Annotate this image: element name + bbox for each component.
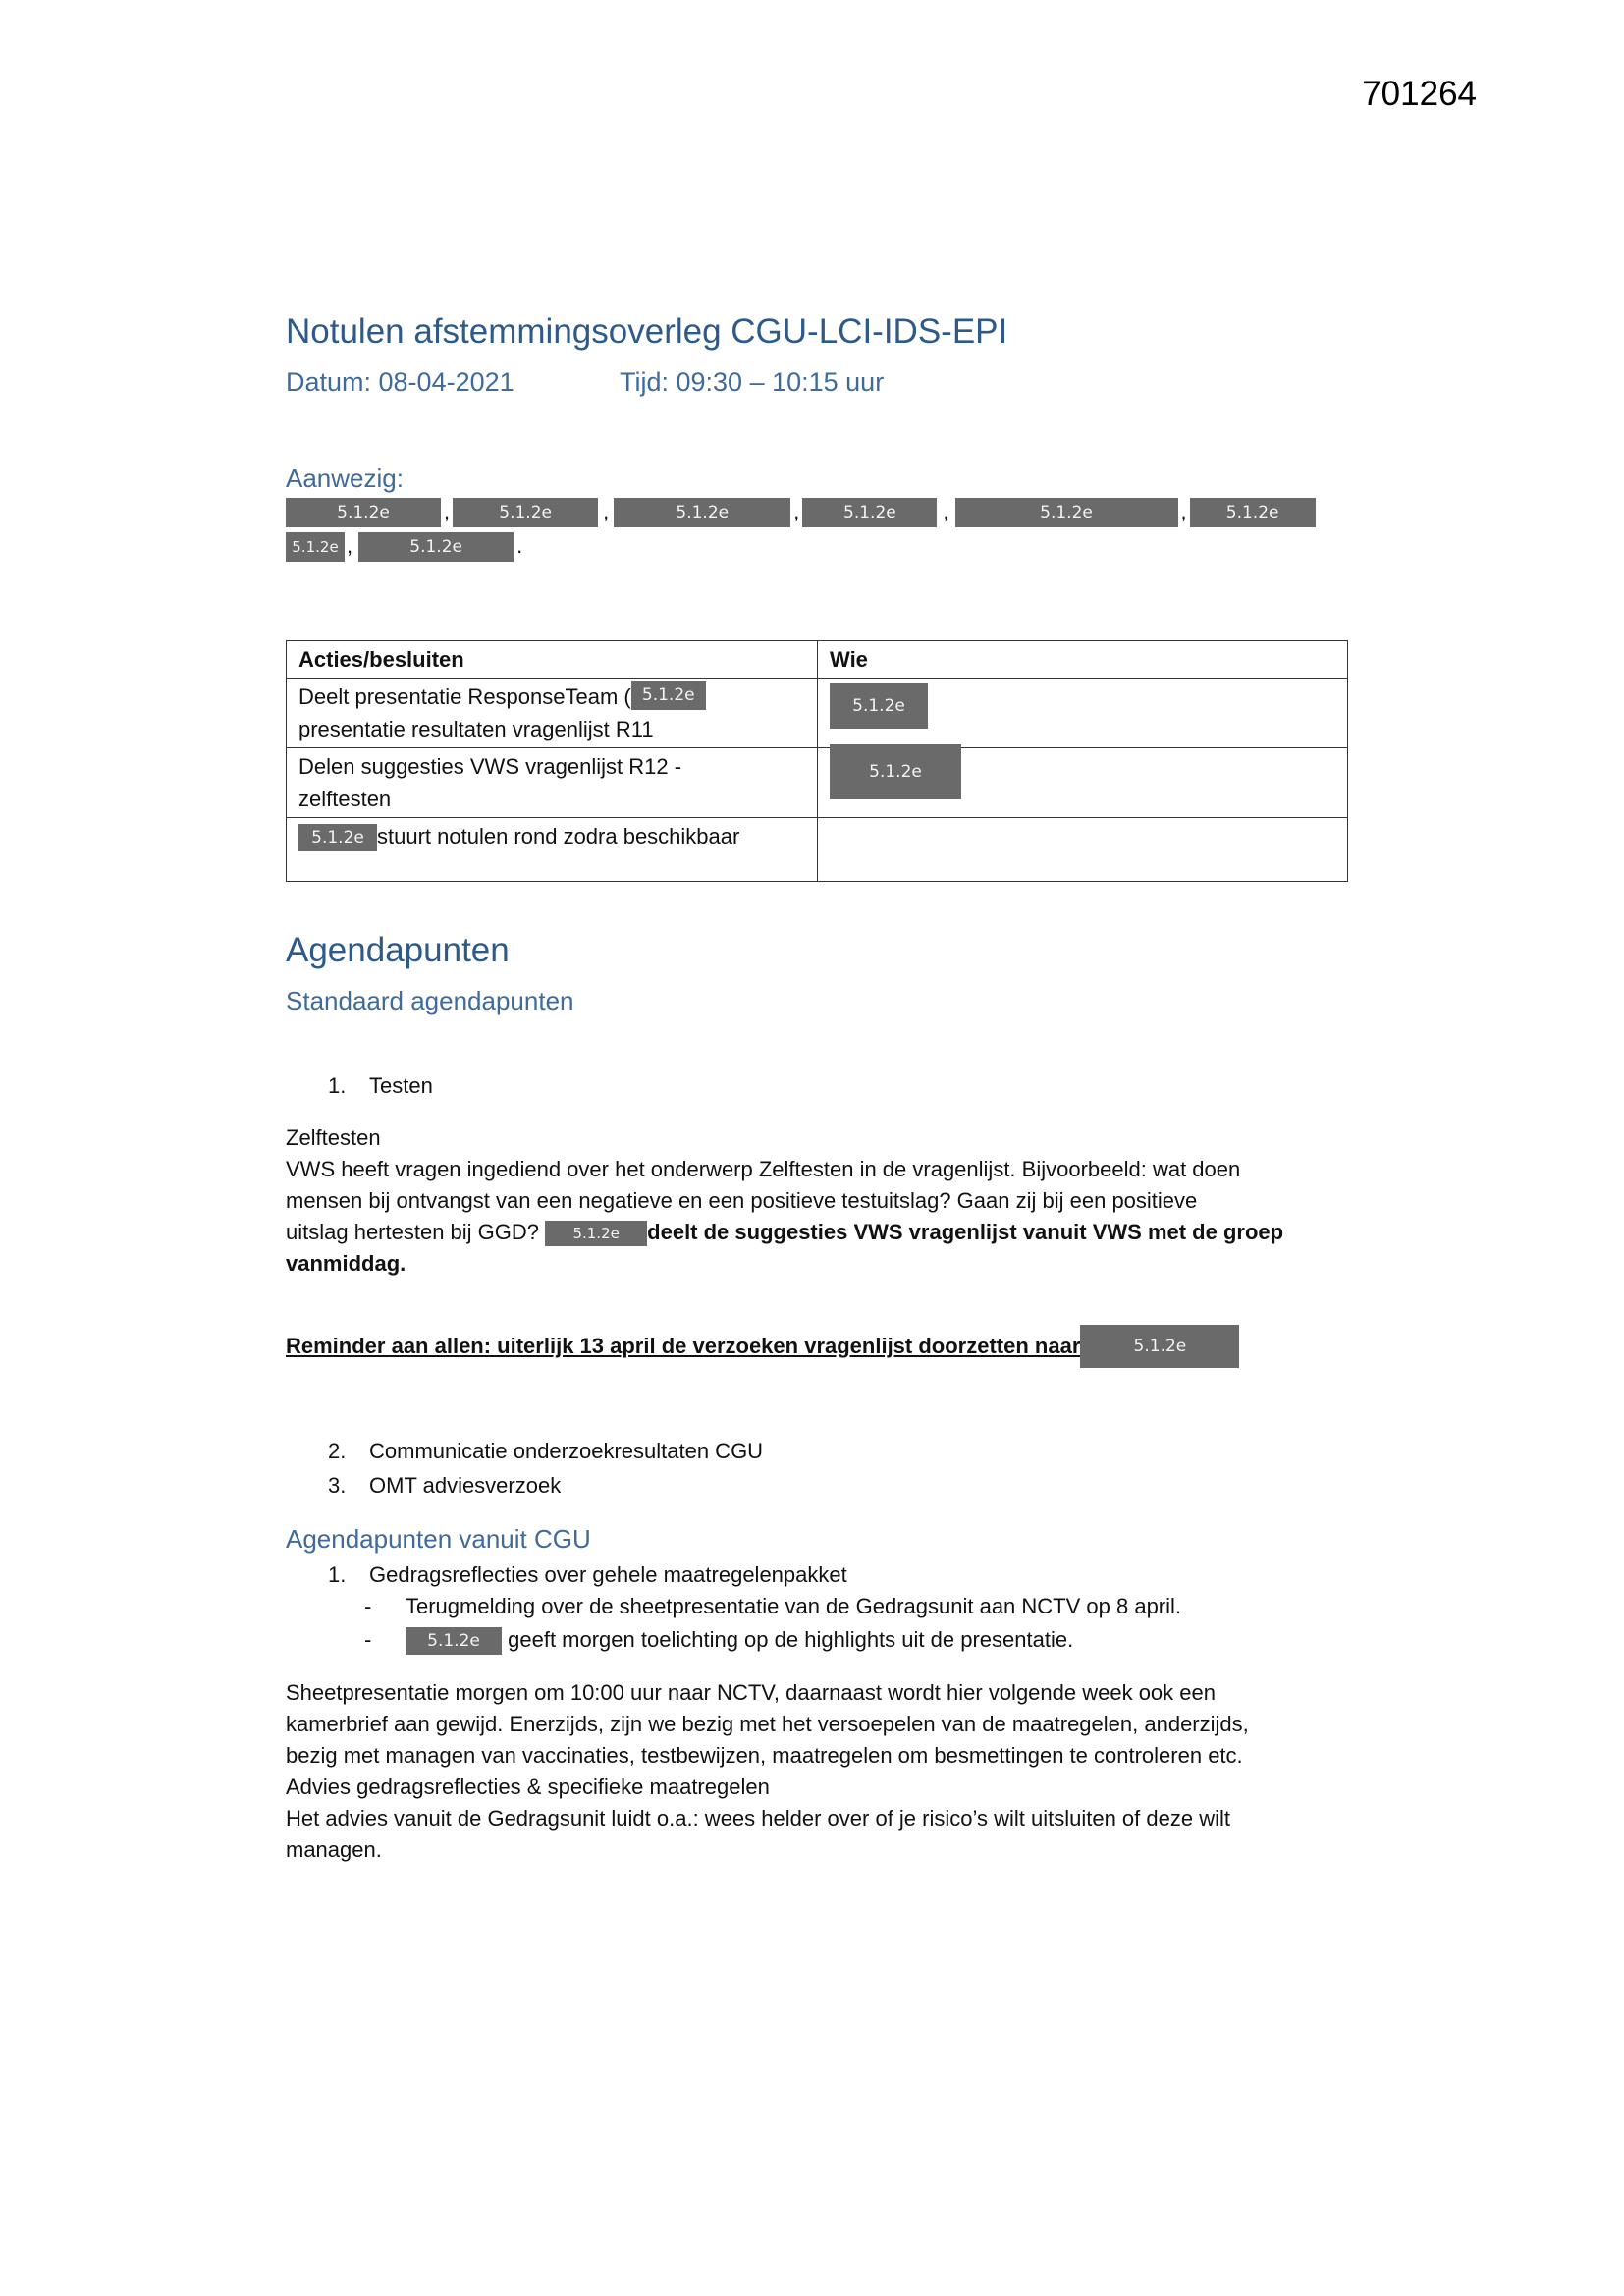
table-cell (287, 679, 818, 748)
table-row (287, 818, 1348, 882)
separator: . (516, 532, 523, 558)
list-number: 3. (328, 1473, 347, 1498)
table-row (287, 679, 1348, 748)
redaction-box: 5.1.2e (830, 683, 928, 729)
meeting-date: Datum: 08-04-2021 (286, 367, 514, 397)
line-text: uitslag hertesten bij GGD? (286, 1220, 540, 1244)
list-number: 1. (328, 1073, 347, 1098)
list-item (328, 1559, 1181, 1591)
cgu-agenda-list (328, 1559, 1181, 1656)
separator: , (793, 498, 800, 523)
table-row (287, 748, 1348, 818)
dash: - (364, 1594, 372, 1618)
paragraph-line: VWS heeft vragen ingediend over het onderwerp Zelftesten in de vragenlijst. Bijvoorbeeld: wat doen (286, 1157, 1241, 1181)
separator: , (603, 498, 610, 523)
sub-item-text: Terugmelding over de sheetpresentatie van de Gedragsunit aan NCTV op 8 april. (406, 1594, 1182, 1618)
table-header-row (287, 641, 1348, 679)
standard-agenda-list (328, 1436, 763, 1502)
zelftesten-section (286, 1122, 1283, 1280)
reminder-line (286, 1326, 1239, 1369)
list-item-text: Gedragsreflecties over gehele maatregelenpakket (369, 1562, 847, 1587)
separator: , (1180, 498, 1187, 523)
redaction-box: 5.1.2e (631, 681, 706, 710)
sub-list-item (328, 1624, 1181, 1656)
meeting-datetime (286, 367, 885, 398)
attendees-row-2 (286, 532, 522, 562)
paragraph-line: mensen bij ontvangst van een negatieve en een positieve testuitslag? Gaan zij bij een positieve (286, 1188, 1198, 1213)
sub-item-text: geeft morgen toelichting op de highlights uit de presentatie. (508, 1627, 1074, 1652)
cgu-agenda-heading: Agendapunten vanuit CGU (286, 1524, 591, 1554)
table-cell (818, 818, 1348, 882)
list-number: 2. (328, 1439, 347, 1463)
sub-list-item (328, 1591, 1181, 1622)
redaction-box: 5.1.2e (1080, 1325, 1239, 1368)
redaction-box: 5.1.2e (358, 532, 514, 562)
redaction-box: 5.1.2e (453, 498, 598, 527)
agenda-heading: Agendapunten (286, 931, 510, 969)
list-item (328, 1436, 763, 1470)
column-header: Acties/besluiten (287, 641, 818, 679)
list-item (328, 1470, 763, 1502)
redaction-box: 5.1.2e (545, 1221, 647, 1246)
redaction-box: 5.1.2e (802, 498, 937, 527)
redaction-box: 5.1.2e (955, 498, 1178, 527)
meeting-time: Tijd: 09:30 – 10:15 uur (620, 367, 885, 397)
zelftesten-heading: Zelftesten (286, 1125, 381, 1150)
line-text: deelt de suggesties VWS vragenlijst vanuit VWS met de groep (647, 1220, 1284, 1244)
cell-text: Deelt presentatie ResponseTeam ( (298, 684, 631, 709)
column-header: Wie (818, 641, 1348, 679)
list-item-text: Testen (369, 1073, 433, 1098)
cell-text: presentatie resultaten vragenlijst R11 (298, 717, 654, 742)
summary-paragraph (286, 1677, 1249, 1866)
paragraph-line (286, 1217, 1283, 1248)
reminder-text: Reminder aan allen: uiterlijk 13 april de verzoeken vragenlijst doorzetten naar (286, 1333, 1081, 1358)
redaction-box: 5.1.2e (298, 824, 377, 851)
page-title: Notulen afstemmingsoverleg CGU-LCI-IDS-EPI (286, 312, 1008, 351)
list-item-text: OMT adviesverzoek (369, 1473, 562, 1498)
list-item-text: Communicatie onderzoekresultaten CGU (369, 1439, 764, 1463)
separator: , (943, 498, 949, 523)
redaction-box: 5.1.2e (1190, 498, 1316, 527)
document-id: 701264 (1362, 75, 1477, 113)
separator: , (347, 532, 353, 558)
actions-table (286, 640, 1348, 882)
table-cell (287, 818, 818, 882)
table-cell (287, 748, 818, 818)
table-cell (818, 679, 1348, 748)
list-item (328, 1070, 433, 1102)
standard-agenda-heading: Standaard agendapunten (286, 986, 574, 1015)
attendees-row-1 (286, 498, 1316, 527)
paragraph-line: Het advies vanuit de Gedragsunit luidt o.a.: wees helder over of je risico’s wilt uitsluiten of deze wilt (286, 1806, 1230, 1831)
dash: - (364, 1627, 372, 1652)
redaction-box: 5.1.2e (830, 744, 961, 799)
present-label: Aanwezig: (286, 464, 404, 493)
separator: , (444, 498, 451, 523)
cell-text: stuurt notulen rond zodra beschikbaar (377, 824, 740, 849)
cell-text: zelftesten (298, 787, 392, 812)
paragraph-line: Sheetpresentatie morgen om 10:00 uur naar NCTV, daarnaast wordt hier volgende week ook een (286, 1680, 1216, 1705)
redaction-box: 5.1.2e (286, 498, 441, 527)
list-number: 1. (328, 1562, 347, 1587)
redaction-box: 5.1.2e (286, 532, 345, 562)
paragraph-line: kamerbrief aan gewijd. Enerzijds, zijn we bezig met het versoepelen van de maatregelen, anderzijds, (286, 1712, 1249, 1736)
redaction-box: 5.1.2e (614, 498, 790, 527)
paragraph-line: managen. (286, 1837, 382, 1862)
paragraph-line: vanmiddag. (286, 1251, 406, 1276)
cell-text: Delen suggesties VWS vragenlijst R12 - (298, 754, 682, 780)
paragraph-line: Advies gedragsreflecties & specifieke maatregelen (286, 1775, 770, 1799)
redaction-box: 5.1.2e (406, 1627, 502, 1655)
paragraph-line: bezig met managen van vaccinaties, testbewijzen, maatregelen om besmettingen te controleren etc. (286, 1743, 1243, 1768)
table-cell (818, 748, 1348, 818)
